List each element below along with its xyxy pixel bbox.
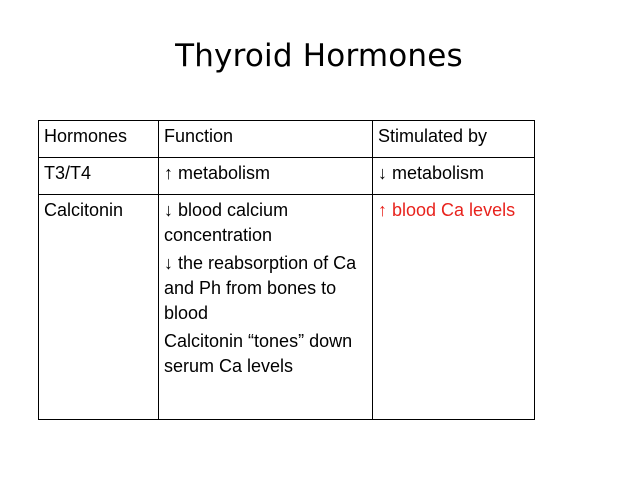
hormone-cell: Calcitonin (39, 195, 159, 420)
function-item: ↓ blood calcium concentration (164, 200, 289, 245)
function-cell (159, 195, 373, 420)
function-item: Calcitonin “tones” down serum Ca levels (164, 331, 353, 376)
header-hormones: Hormones (39, 121, 159, 158)
table-row (39, 195, 535, 420)
stimulated-by-cell: ↓ metabolism (373, 158, 535, 195)
hormone-table (38, 120, 535, 420)
table-row (39, 158, 535, 195)
function-item: ↓ the reabsorption of Ca and Ph from bones to blood (164, 253, 357, 323)
function-cell: ↑ metabolism (159, 158, 373, 195)
header-stimulated-by: Stimulated by (373, 121, 535, 158)
table-header-row (39, 121, 535, 158)
header-function: Function (159, 121, 373, 158)
stimulated-by-cell: ↑ blood Ca levels (373, 195, 535, 420)
hormone-cell: T3/T4 (39, 158, 159, 195)
slide-title: Thyroid Hormones (175, 38, 463, 74)
